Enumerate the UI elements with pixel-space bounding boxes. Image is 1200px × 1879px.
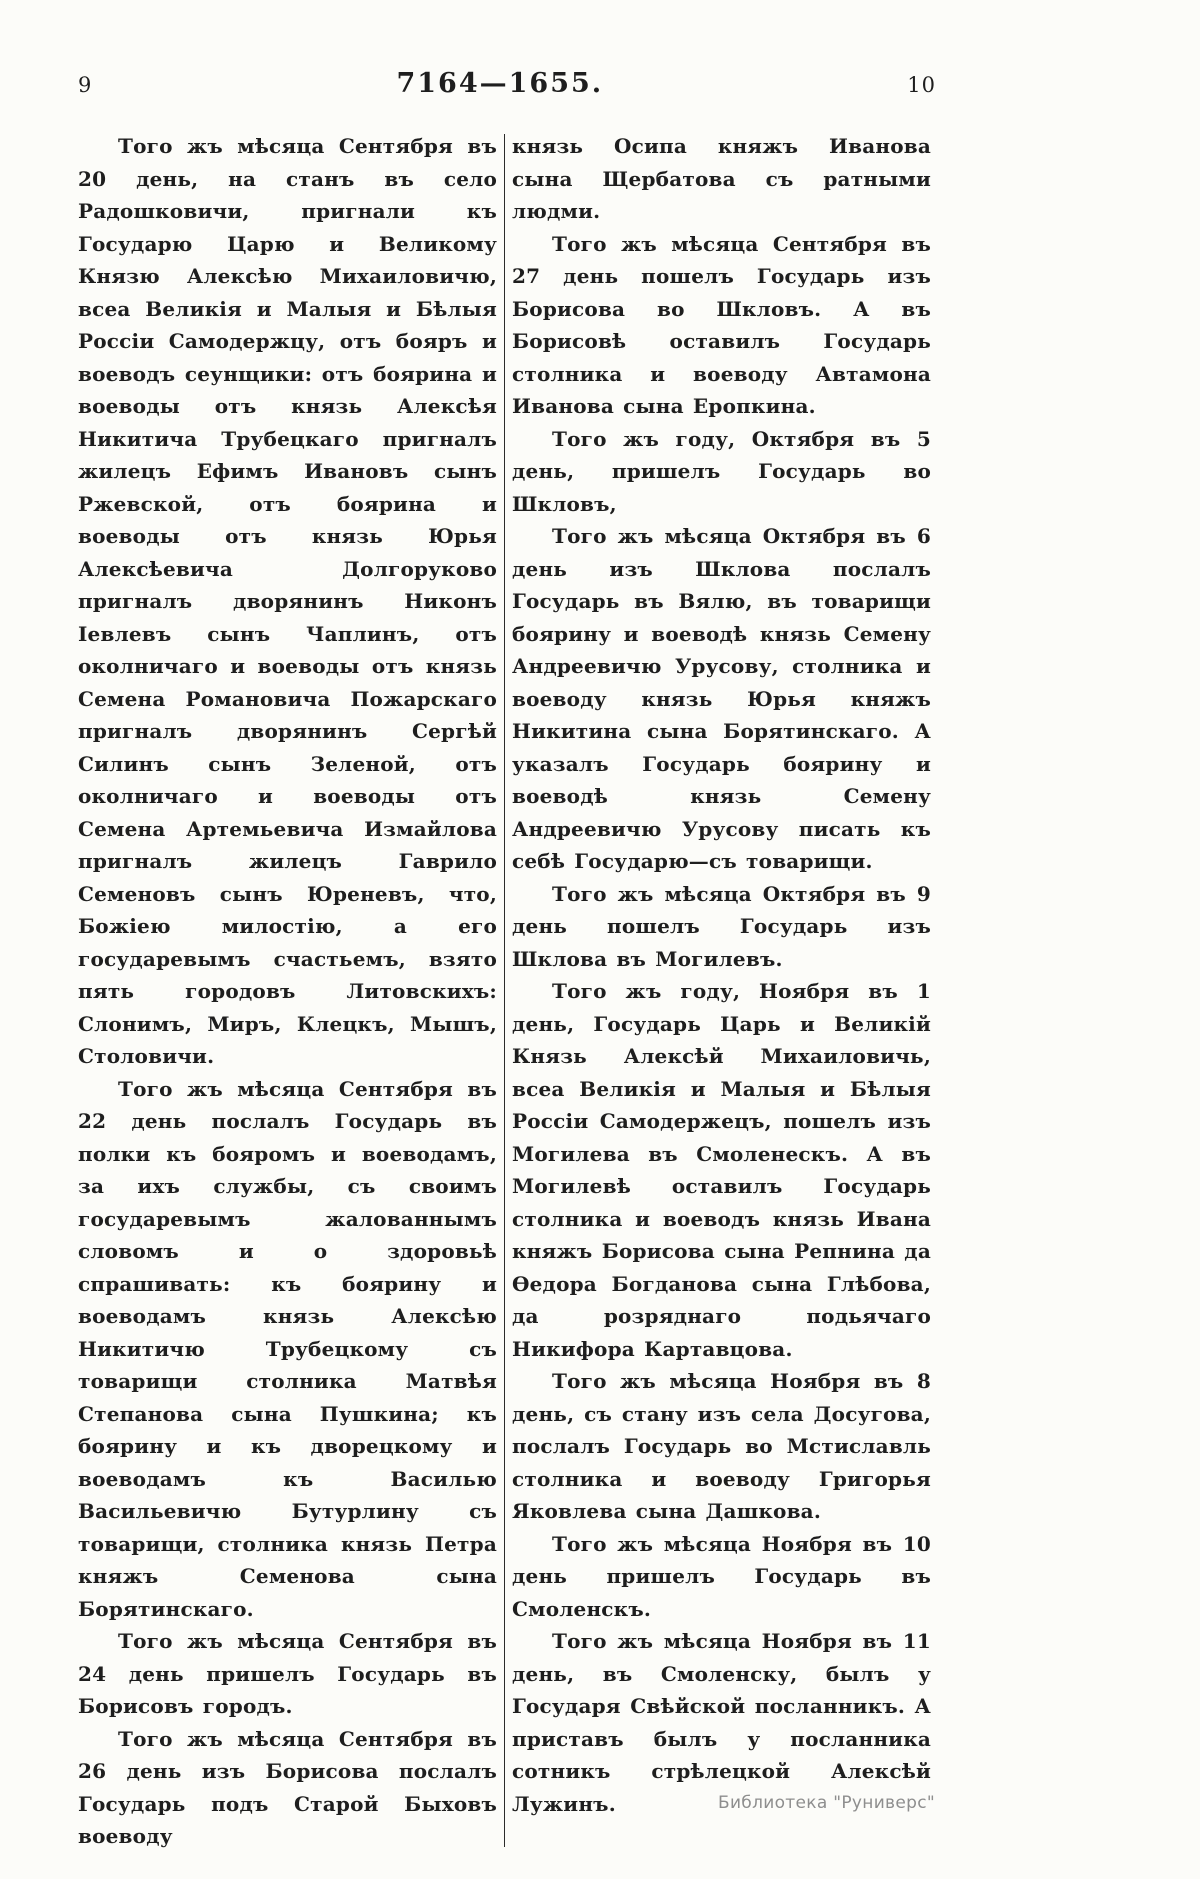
left-column bbox=[78, 130, 497, 1853]
text-columns bbox=[78, 130, 936, 1853]
paragraph: Того жъ году, Октября въ 5 день, пришелъ Государь во Шкловъ, bbox=[512, 426, 931, 516]
paragraph: Того жъ мѣсяца Сентября въ 26 день изъ Борисова послалъ Государь подъ Старой Быховъ воеводу bbox=[78, 1726, 497, 1848]
paragraph: Того жъ мѣсяца Сентября въ 27 день пошелъ Государь изъ Борисова во Шкловъ. А въ Борисовѣ оставилъ Государь столника и воеводу Автамона Иванова сына Еропкина. bbox=[512, 231, 931, 418]
paragraph: Того жъ мѣсяца Октября въ 6 день изъ Шклова послалъ Государь въ Вялю, въ товарищи боярину и воеводѣ князь Семену Андреевичю Урусову, столника и воеводу князь Юрья княжъ Никитина сына Борятинскаго. А указалъ Государь боярину и воеводѣ князь Семену Андреевичю Урусову писать къ себѣ Государю—съ товарищи. bbox=[512, 524, 931, 873]
page-number-left: 9 bbox=[78, 73, 93, 97]
paragraph: Того жъ мѣсяца Октября въ 9 день пошелъ Государь изъ Шклова въ Могилевъ. bbox=[512, 881, 931, 971]
paragraph: Того жъ мѣсяца Сентября въ 24 день пришелъ Государь въ Борисовъ городъ. bbox=[78, 1629, 497, 1718]
paragraph: Того жъ мѣсяца Ноября въ 11 день, въ Смоленску, былъ у Государя Свѣйской посланникъ. А приставъ былъ у посланника сотникъ стрѣлецкой Алексѣй Лужинъ. bbox=[512, 1629, 931, 1816]
watermark: Библиотека "Руниверс" bbox=[718, 1793, 935, 1813]
column-divider bbox=[504, 134, 505, 1847]
paragraph: Того жъ году, Ноября въ 1 день, Государь Царь и Великій Князь Алексѣй Михаиловичь, всеа Великія и Малыя и Бѣлыя Россіи Самодержецъ, пошелъ изъ Могилева въ Смоленескъ. А въ Могилевѣ оставилъ Государь столника и воеводъ князь Ивана княжъ Борисова сына Репнина да Ѳедора Богданова сына Глѣбова, да розряднаго подьячаго Никифора Картавцова. bbox=[512, 979, 931, 1361]
page-number-right: 10 bbox=[907, 73, 936, 97]
paragraph: Того жъ мѣсяца Ноября въ 8 день, съ стану изъ села Досугова, послалъ Государь во Мстиславль столника и воеводу Григорья Яковлева сына Дашкова. bbox=[512, 1369, 931, 1523]
page-title: 7164—1655. bbox=[396, 68, 604, 99]
right-column bbox=[512, 130, 931, 1853]
paragraph: Того жъ мѣсяца Сентября въ 20 день, на станъ въ село Радошковичи, пригнали къ Государю Царю и Великому Князю Алексѣю Михаиловичю, всеа Великія и Малыя и Бѣлыя Россіи Самодержцу, отъ бояръ и воеводъ сеунщики: отъ боярина и воеводы отъ князь Алексѣя Никитича Трубецкаго пригналъ жилецъ Ефимъ Ивановъ сынъ Ржевской, отъ боярина и воеводы отъ князь Юрья Алексѣевича Долгоруково пригналъ дворянинъ Никонъ Іевлевъ сынъ Чаплинъ, отъ околничаго и воеводы отъ князь Семена Романовича Пожарскаго пригналъ дворянинъ Сергѣй Силинъ сынъ Зеленой, отъ околничаго и воеводы отъ Семена Артемьевича Измайлова пригналъ жилецъ Гаврило Семеновъ сынъ Юреневъ, что, Божіею милостію, а его государевымъ счастьемъ, взято пять городовъ Литовскихъ: Слонимъ, Миръ, Клецкъ, Мышъ, Столовичи. bbox=[78, 134, 497, 1068]
paragraph-continuation: князь Осипа княжъ Иванова сына Щербатова съ ратными людми. bbox=[512, 134, 931, 223]
page-header bbox=[78, 68, 936, 99]
paragraph: Того жъ мѣсяца Ноября въ 10 день пришелъ Государь въ Смоленскъ. bbox=[512, 1531, 931, 1621]
paragraph: Того жъ мѣсяца Сентября въ 22 день послалъ Государь въ полки къ бояромъ и воеводамъ, за ихъ службы, съ своимъ государевымъ жалованнымъ словомъ и о здоровьѣ спрашивать: къ боярину и воеводамъ князь Алексѣю Никитичю Трубецкому съ товарищи столника Матвѣя Степанова сына Пушкина; къ боярину и къ дворецкому и воеводамъ къ Василью Васильевичю Бутурлину съ товарищи, столника князь Петра княжъ Семенова сына Борятинскаго. bbox=[78, 1076, 497, 1621]
